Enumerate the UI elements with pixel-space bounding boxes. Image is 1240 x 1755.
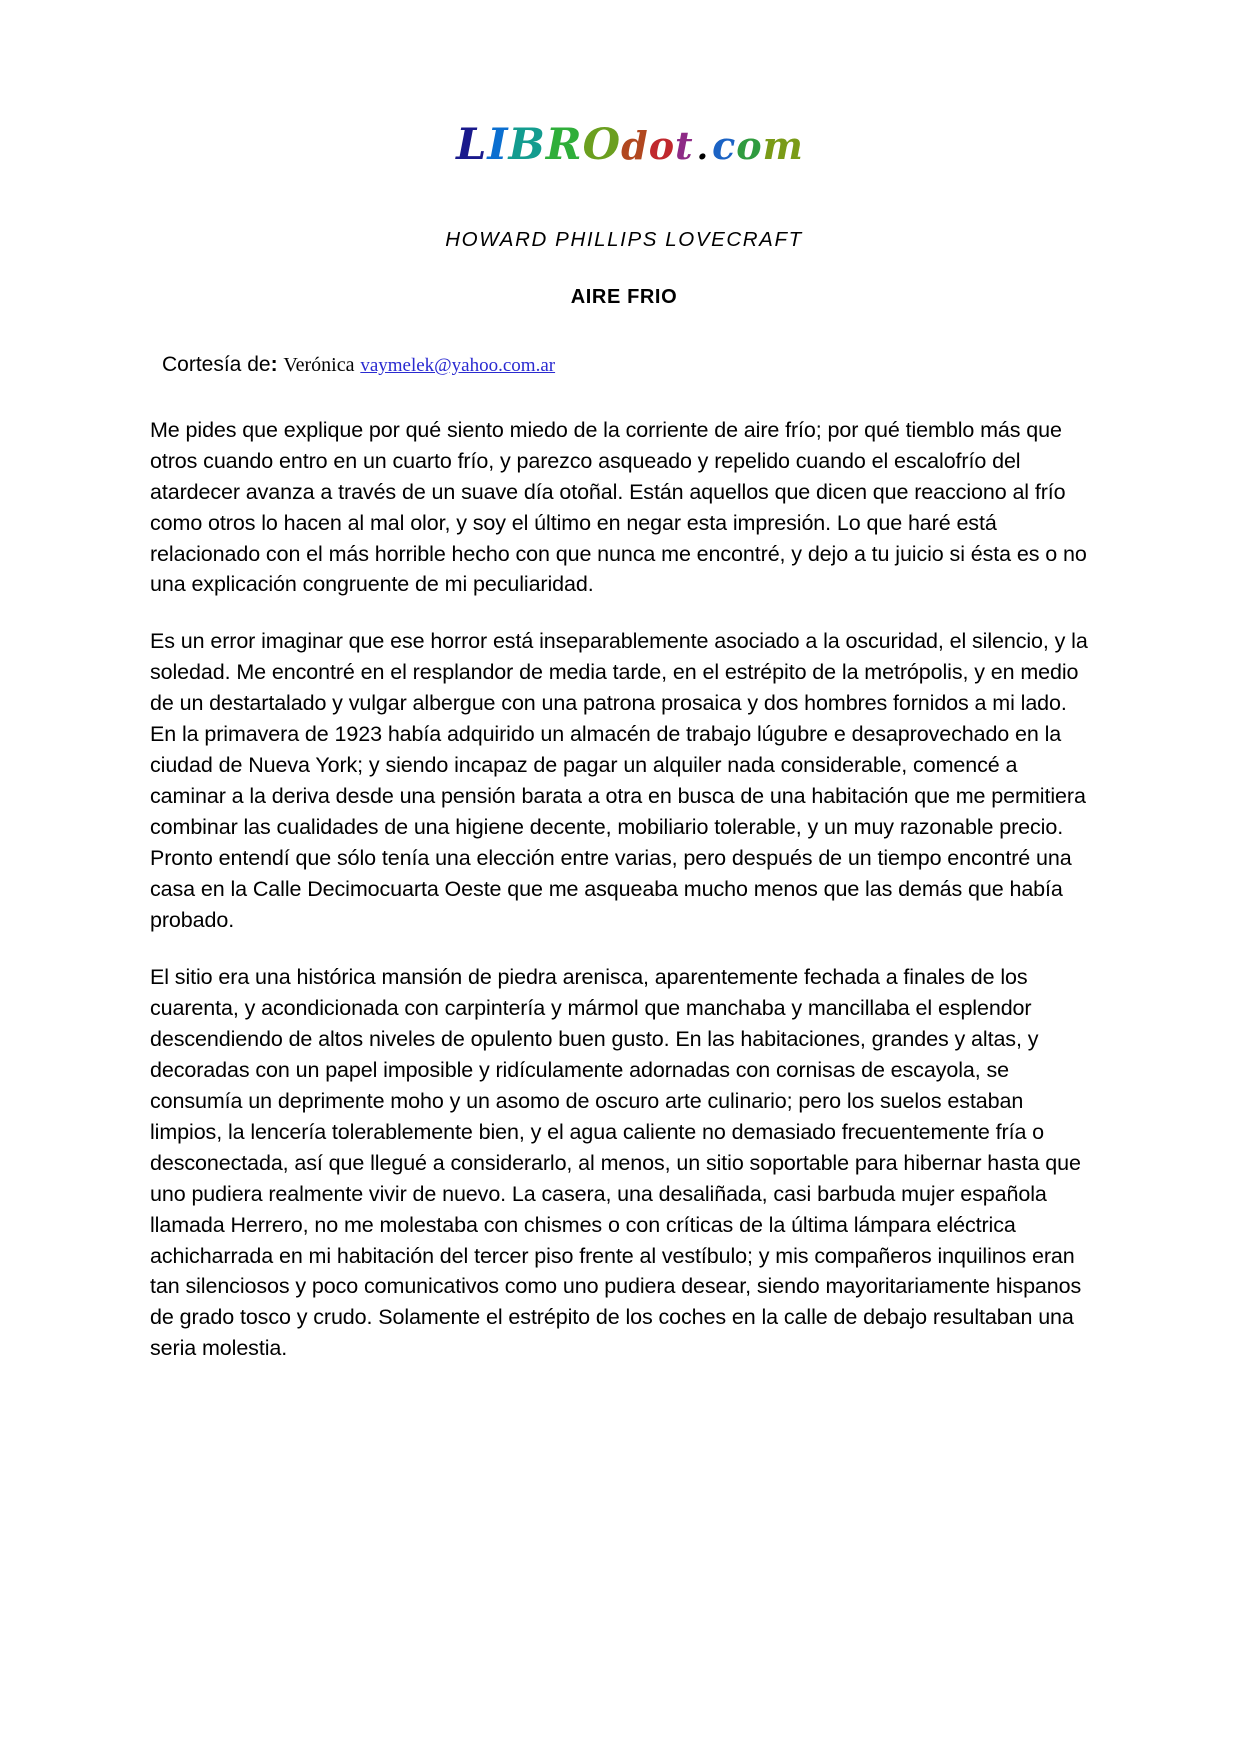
logo-letter: B <box>508 120 546 170</box>
logo-letter: L <box>456 120 488 170</box>
courtesy-person-name: Verónica <box>283 354 355 376</box>
logo-letter: I <box>487 120 509 170</box>
author-name: HOWARD PHILLIPS LOVECRAFT <box>445 228 803 251</box>
logo-letter: d <box>621 123 649 168</box>
logo-letter: c <box>712 123 737 168</box>
librodot-logo-text <box>456 120 804 170</box>
logo-letter: o <box>736 123 763 168</box>
courtesy-label: Cortesía de <box>162 353 271 376</box>
page-title: AIRE FRIO <box>570 286 678 308</box>
courtesy-colon: : <box>270 353 278 376</box>
courtesy-line <box>162 351 1090 379</box>
logo-letter: o <box>648 123 676 168</box>
body-paragraph: Es un error imaginar que ese horror está inseparablemente asociado a la oscuridad, el silencio, y la soledad. Me encontré en el resplandor de media tarde, en el estrépito de la metrópolis, y en medio de un destartalado y vulgar albergue con una patrona prosaica y dos hombres fornidos a mi lado. En la primavera de 1923 había adquirido un almacén de trabajo lúgubre e desaprovechado en la ciudad de Nueva York; y siendo incapaz de pagar un alquiler nada considerable, comencé a caminar a la deriva desde una pensión barata a otra en busca de una habitación que me permitiera combinar las cualidades de una higiene decente, mobiliario tolerable, y un muy razonable precio. Pronto entendí que sólo tenía una elección entre varias, pero después de un tiempo encontré una casa en la Calle Decimocuarta Oeste que me asqueaba mucho menos que las demás que había probado. <box>150 629 1088 932</box>
logo-letter: t <box>675 123 694 168</box>
logo-letter: O <box>582 120 622 170</box>
site-logo <box>150 120 1090 170</box>
body-paragraph: El sitio era una histórica mansión de piedra arenisca, aparentemente fechada a finales de los cuarenta, y acondicionada con carpintería y mármol que manchaba y mancillaba el esplendor descendiendo de altos niveles de opulento buen gusto. En las habitaciones, grandes y altas, y decoradas con un papel imposible y ridículamente adornadas con cornisas de escayola, se consumía un deprimente moho y un asomo de oscuro arte culinario; pero los suelos estaban limpios, la lencería tolerablemente bien, y el agua caliente no demasiado frecuentemente fría o desconectada, así que llegué a considerarlo, al menos, un sitio soportable para hibernar hasta que uno pudiera realmente vivir de nuevo. La casera, una desaliñada, casi barbuda mujer española llamada Herrero, no me molestaba con chismes o con críticas de la última lámpara eléctrica achicharrada en mi habitación del tercer piso frente al vestíbulo; y mis compañeros inquilinos eran tan silenciosos y poco comunicativos como uno pudiera desear, siendo mayoritariamente hispanos de grado tosco y crudo. Solamente el estrépito de los coches en la calle de debajo resultaban una seria molestia. <box>150 964 1082 1361</box>
body-paragraph: Me pides que explique por qué siento miedo de la corriente de aire frío; por qué tiemblo más que otros cuando entro en un cuarto frío, y parezco asqueado y repelido cuando el escalofrío del atardecer avanza a través de un suave día otoñal. Están aquellos que dicen que reacciono al frío como otros lo hacen al mal olor, y soy el último en negar esta impresión. Lo que haré está relacionado con el más horrible hecho con que nunca me encontré, y dejo a tu juicio si ésta es o no una explicación congruente de mi peculiaridad. <box>150 417 1087 597</box>
logo-letter: R <box>545 120 583 170</box>
courtesy-email-link[interactable]: vaymelek@yahoo.com.ar <box>360 355 556 376</box>
logo-letter: . <box>696 128 710 167</box>
logo-letter: m <box>762 123 804 168</box>
